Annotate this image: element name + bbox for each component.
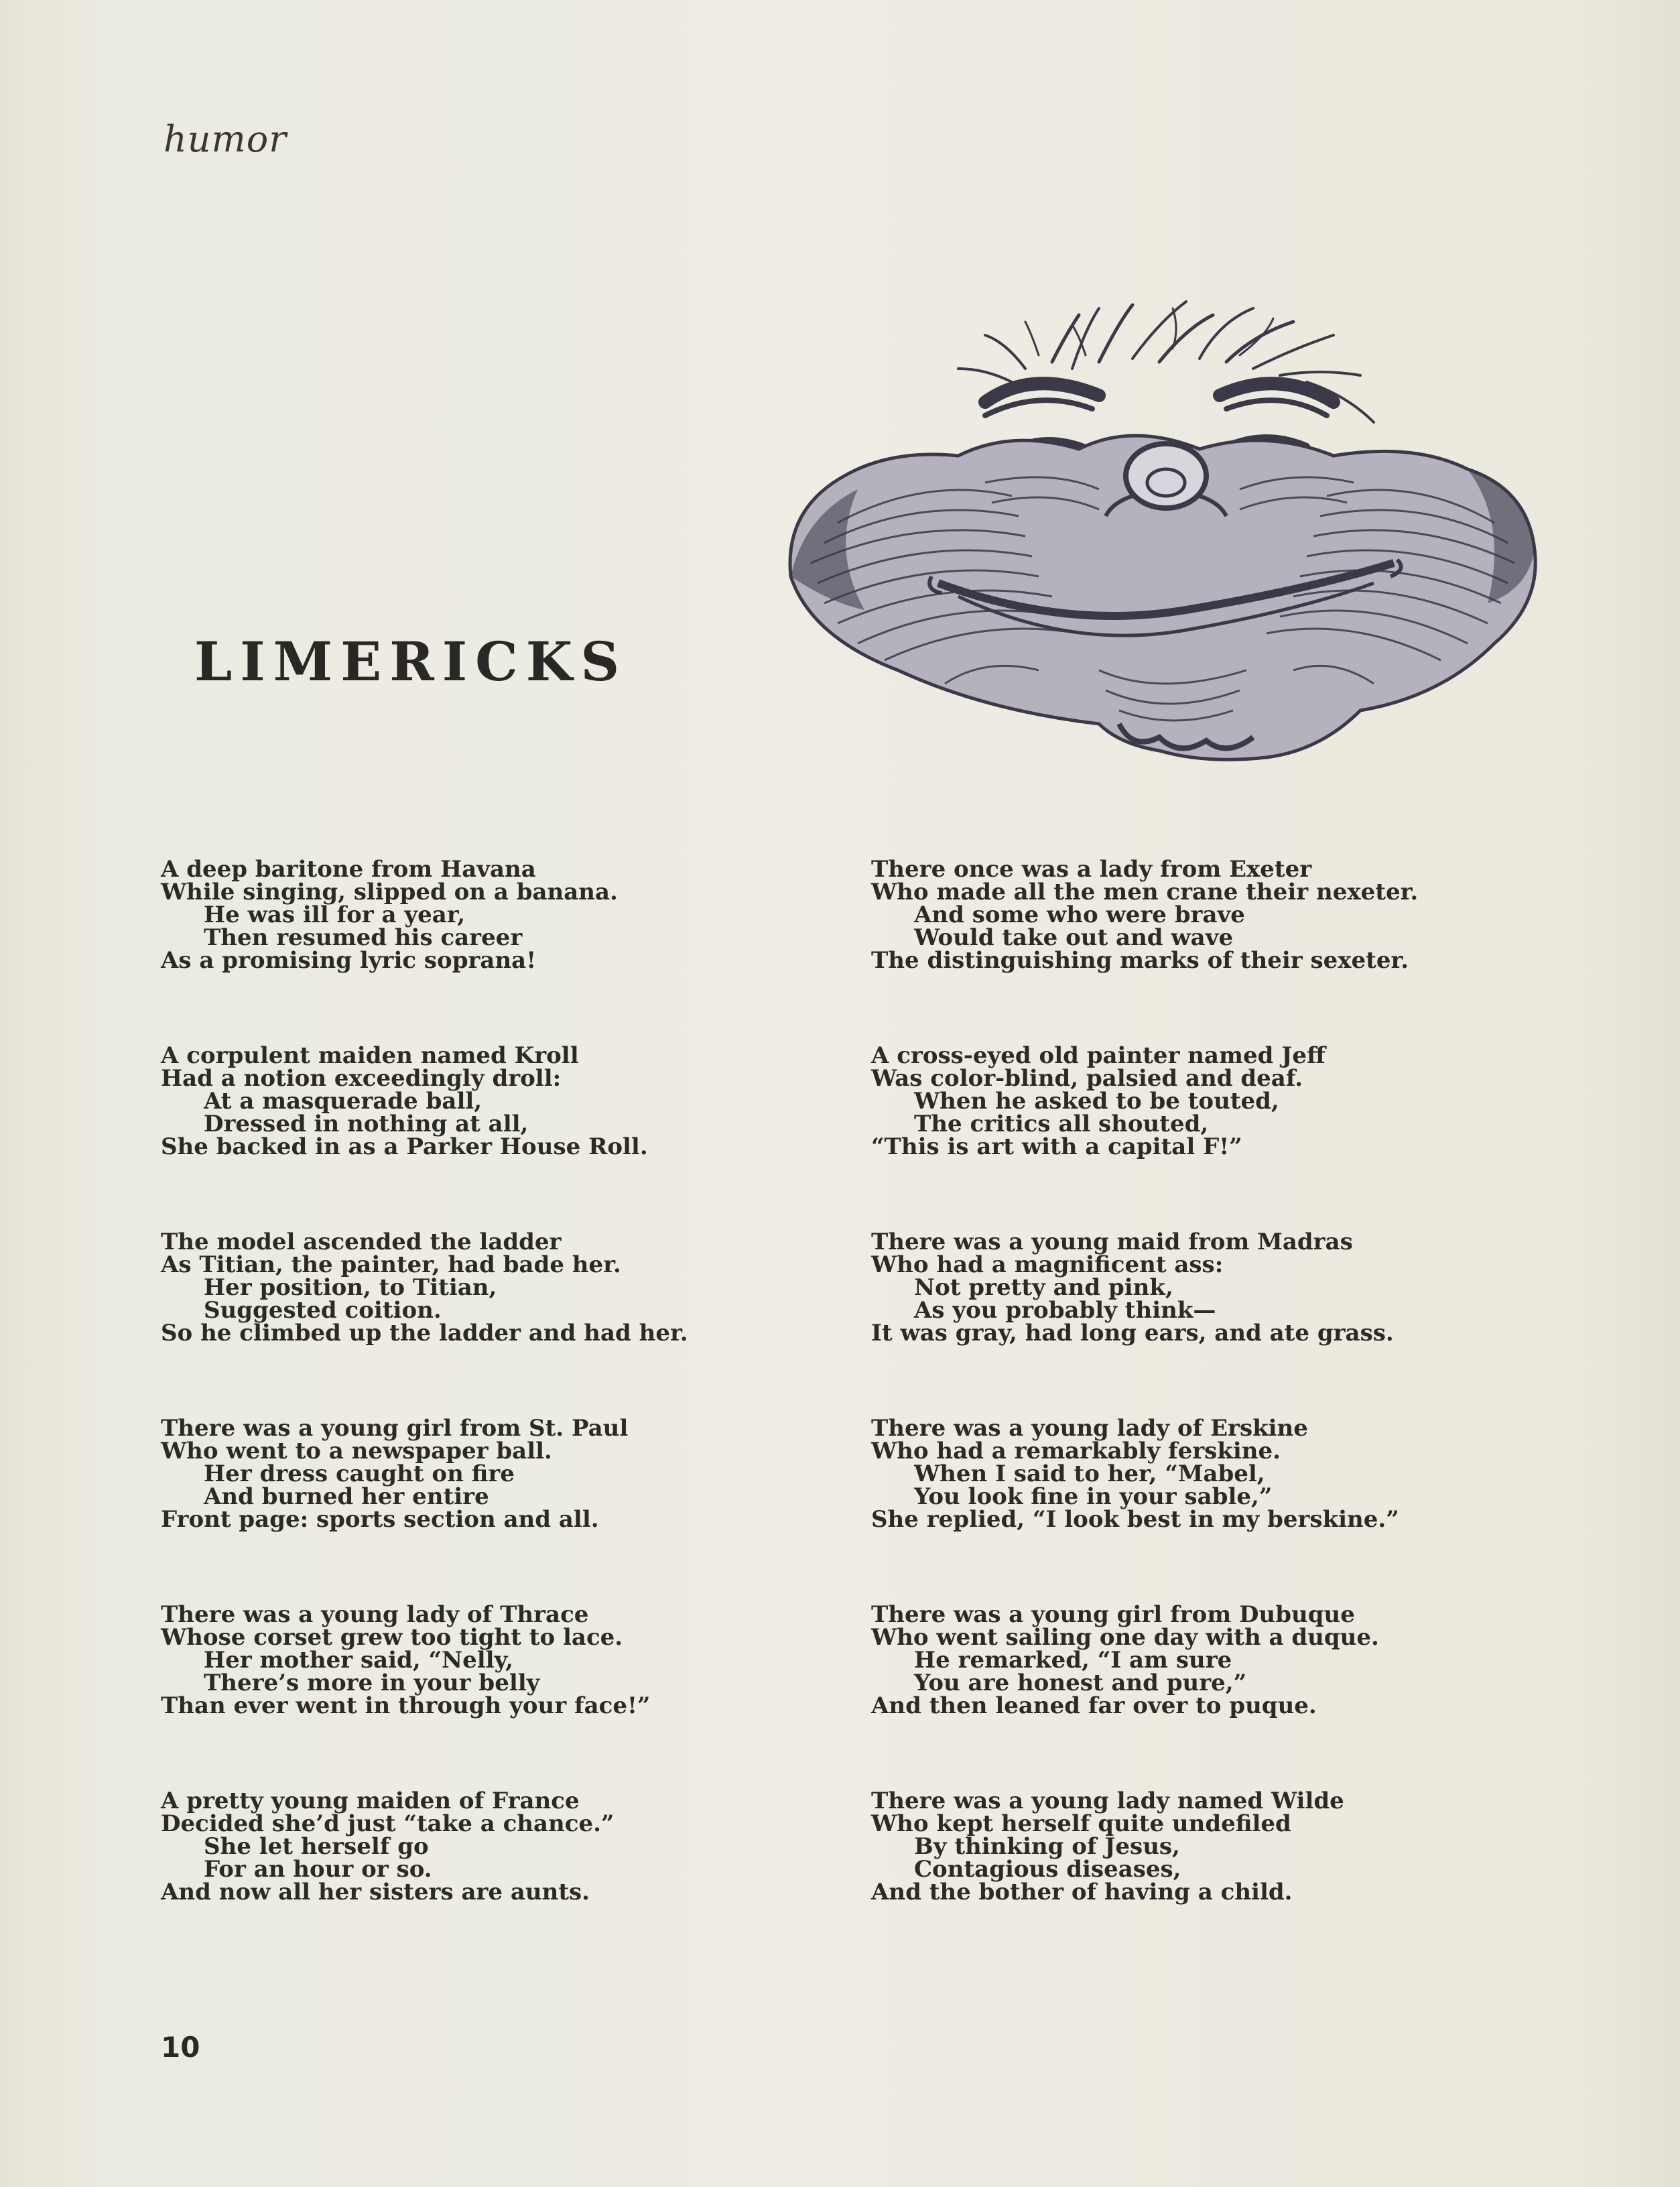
limerick-line: When I said to her, “Mabel, <box>914 1460 1265 1487</box>
limerick <box>161 1231 844 1417</box>
limerick <box>871 1790 1555 1976</box>
limerick-line: As a promising lyric soprana! <box>161 947 537 974</box>
limerick-line: By thinking of Jesus, <box>914 1833 1180 1860</box>
limerick <box>871 1044 1555 1231</box>
limerick-line: There was a young girl from St. Paul <box>161 1415 629 1442</box>
limerick-line: Dressed in nothing at all, <box>204 1111 529 1137</box>
limericks-right-column <box>871 858 1555 1976</box>
limerick-line: Who had a magnificent ass: <box>871 1251 1224 1278</box>
limerick-line: Then resumed his career <box>204 924 523 951</box>
limerick-line: And some who were brave <box>914 901 1245 928</box>
limerick-line: She replied, “I look best in my berskine.” <box>871 1506 1399 1533</box>
limerick <box>871 1231 1555 1417</box>
limerick-line: A deep baritone from Havana <box>161 856 536 883</box>
limerick <box>161 858 844 1044</box>
limerick <box>161 1044 844 1231</box>
limerick-line: Her position, to Titian, <box>204 1274 497 1301</box>
limerick-line: And then leaned far over to puque. <box>871 1692 1317 1719</box>
limerick-line: Her dress caught on fire <box>204 1460 515 1487</box>
grinning-face-caricature-icon <box>784 295 1628 764</box>
limerick-line: Who went to a newspaper ball. <box>161 1438 552 1464</box>
limerick-line: Her mother said, “Nelly, <box>204 1647 513 1674</box>
limericks-left-column <box>161 858 844 1976</box>
limerick <box>871 858 1555 1044</box>
limerick-line: And now all her sisters are aunts. <box>161 1879 590 1905</box>
limerick-line: A pretty young maiden of France <box>161 1788 580 1814</box>
limerick-line: There was a young lady of Thrace <box>161 1601 589 1628</box>
limerick-line: For an hour or so. <box>204 1856 432 1883</box>
limerick-line: So he climbed up the ladder and had her. <box>161 1320 688 1347</box>
limerick-line: He remarked, “I am sure <box>914 1647 1232 1674</box>
limerick-line: There was a young lady named Wilde <box>871 1788 1344 1814</box>
limerick-line: There’s more in your belly <box>204 1670 540 1696</box>
limerick-line: Who went sailing one day with a duque. <box>871 1624 1379 1651</box>
limerick <box>161 1603 844 1790</box>
limerick-line: And the bother of having a child. <box>871 1879 1293 1905</box>
limerick-line: As Titian, the painter, had bade her. <box>161 1251 621 1278</box>
limerick-line: And burned her entire <box>204 1483 489 1510</box>
limerick-line: A cross-eyed old painter named Jeff <box>871 1042 1326 1069</box>
limerick-line: She let herself go <box>204 1833 429 1860</box>
limerick-line: While singing, slipped on a banana. <box>161 879 618 905</box>
section-label: humor <box>164 118 287 160</box>
limerick-line: It was gray, had long ears, and ate grass. <box>871 1320 1394 1347</box>
limerick-line: The distinguishing marks of their sexeter. <box>871 947 1409 974</box>
limerick-line: There was a young girl from Dubuque <box>871 1601 1355 1628</box>
limerick-line: Was color-blind, palsied and deaf. <box>871 1065 1303 1092</box>
limerick-line: Had a notion exceedingly droll: <box>161 1065 562 1092</box>
limerick-line: You look fine in your sable,” <box>914 1483 1273 1510</box>
limerick-line: He was ill for a year, <box>204 901 466 928</box>
limerick-line: There once was a lady from Exeter <box>871 856 1312 883</box>
limerick-line: Decided she’d just “take a chance.” <box>161 1810 615 1837</box>
limerick-line: The critics all shouted, <box>914 1111 1209 1137</box>
limerick <box>161 1417 844 1603</box>
page-title: LIMERICKS <box>194 630 628 693</box>
limerick <box>871 1603 1555 1790</box>
limerick-line: The model ascended the ladder <box>161 1229 562 1255</box>
limerick-line: Whose corset grew too tight to lace. <box>161 1624 623 1651</box>
limerick-line: She backed in as a Parker House Roll. <box>161 1133 648 1160</box>
limerick-line: Suggested coition. <box>204 1297 442 1324</box>
limerick-line: You are honest and pure,” <box>914 1670 1247 1696</box>
limerick-line: Who kept herself quite undefiled <box>871 1810 1291 1837</box>
limerick-line: Front page: sports section and all. <box>161 1506 599 1533</box>
limerick-line: Not pretty and pink, <box>914 1274 1173 1301</box>
limerick-line: There was a young lady of Erskine <box>871 1415 1308 1442</box>
limerick-line: Would take out and wave <box>914 924 1234 951</box>
limerick-line: As you probably think— <box>914 1297 1216 1324</box>
limerick-line: Who had a remarkably ferskine. <box>871 1438 1281 1464</box>
limerick-line: Than ever went in through your face!” <box>161 1692 651 1719</box>
limerick-line: A corpulent maiden named Kroll <box>161 1042 579 1069</box>
limerick-line: When he asked to be touted, <box>914 1088 1279 1115</box>
limerick <box>161 1790 844 1976</box>
limerick <box>871 1417 1555 1603</box>
limerick-line: “This is art with a capital F!” <box>871 1133 1242 1160</box>
page-number: 10 <box>161 2031 200 2064</box>
limerick-line: Contagious diseases, <box>914 1856 1181 1883</box>
limerick-line: Who made all the men crane their nexeter. <box>871 879 1419 905</box>
limerick-line: There was a young maid from Madras <box>871 1229 1353 1255</box>
limerick-line: At a masquerade ball, <box>204 1088 482 1115</box>
